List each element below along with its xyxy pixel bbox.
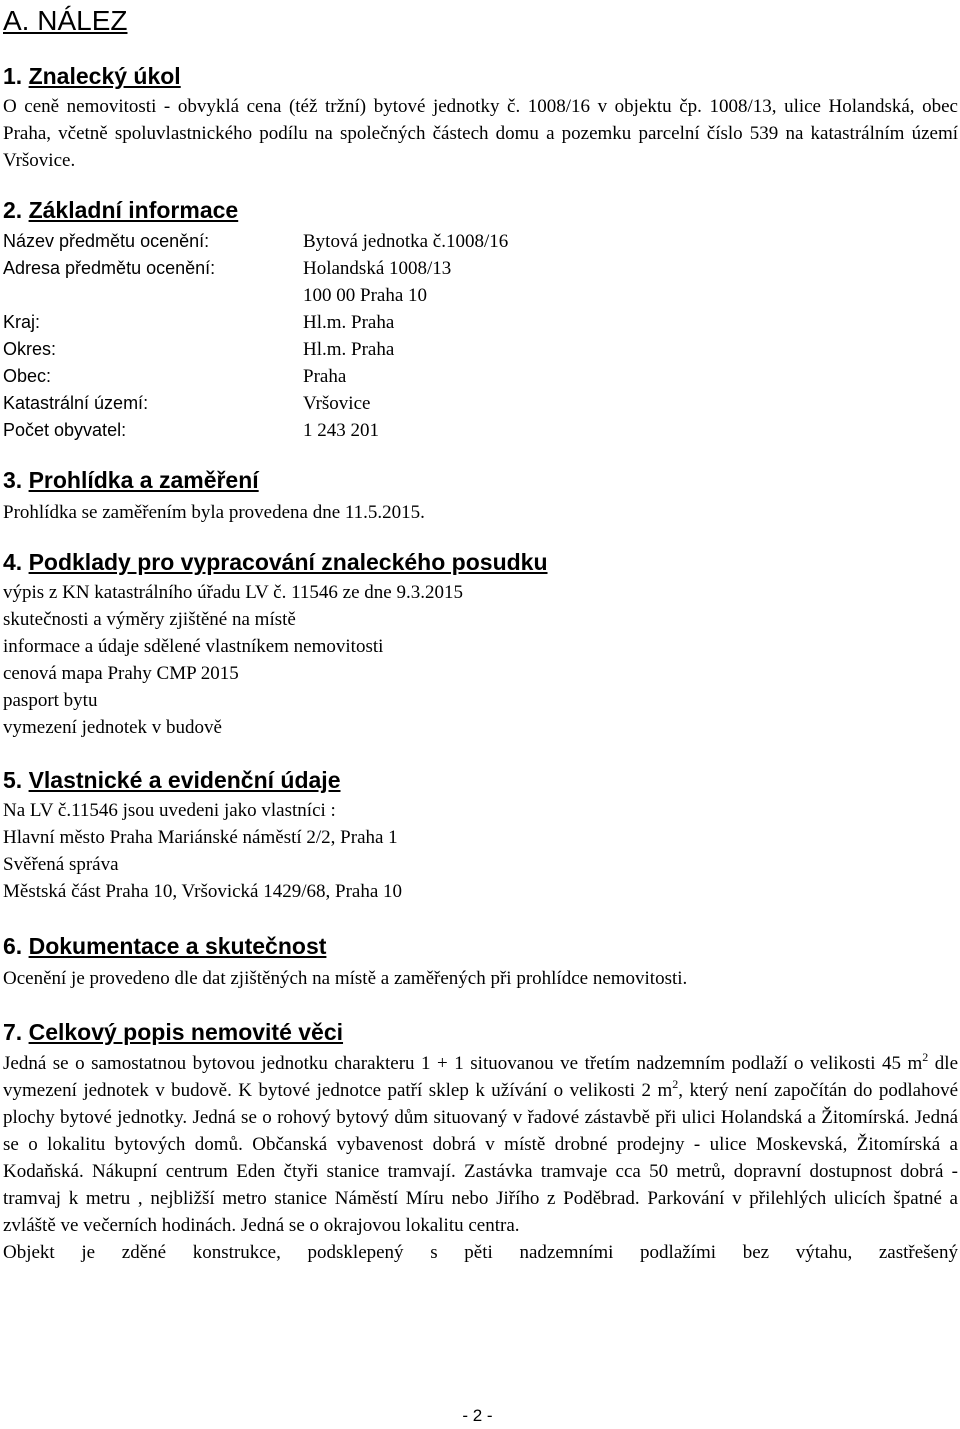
section-6-title [3,932,958,960]
superscript: 2 [922,1050,929,1064]
info-value: Vršovice [303,393,371,414]
info-value: Hl.m. Praha [303,339,395,360]
info-row [3,282,958,309]
info-row [3,255,958,282]
ownership-line: Městská část Praha 10, Vršovická 1429/68, Praha 10 [3,881,403,902]
section-7-title [3,1018,958,1046]
info-value: 100 00 Praha 10 [303,285,428,306]
section-6-number: 6. [3,933,23,959]
ownership-line: Na LV č.11546 jsou uvedeni jako vlastníci : [3,800,336,821]
section-5-title-text: Vlastnické a evidenční údaje [28,767,341,793]
list-item: informace a údaje sdělené vlastníkem nemovitosti [3,636,384,657]
section-4-title-text: Podklady pro vypracování znaleckého posudku [28,549,548,575]
section-7-number: 7. [3,1019,23,1045]
info-label: Adresa předmětu ocenění: [3,258,216,278]
section-5-title [3,766,958,794]
main-heading: A. NÁLEZ [3,5,128,36]
info-label: Okres: [3,339,57,359]
list-item: pasport bytu [3,690,98,711]
list-item: výpis z KN katastrálního úřadu LV č. 11546 ze dne 9.3.2015 [3,582,463,603]
info-label: Počet obyvatel: [3,420,127,440]
info-label: Katastrální území: [3,393,149,413]
info-label: Název předmětu ocenění: [3,231,210,251]
section-4-number: 4. [3,549,23,575]
ownership-line: Hlavní město Praha Mariánské náměstí 2/2, Praha 1 [3,827,398,848]
sources-list [3,579,958,741]
info-row [3,363,958,390]
list-item: cenová mapa Prahy CMP 2015 [3,663,239,684]
paragraph-text: dle vymezení jednotek v budově. K bytové jednotce patří sklep k užívání o velikosti 2 m [3,1053,958,1101]
paragraph-text: Jedná se o samostatnou bytovou jednotku charakteru 1 + 1 situovanou ve třetím nadzemním podlaží o velikosti 45 m [3,1053,923,1074]
section-5-number: 5. [3,767,23,793]
section-2-number: 2. [3,197,23,223]
list-item: skutečnosti a výměry zjištěné na místě [3,609,296,630]
info-row [3,309,958,336]
basic-info-table [3,228,958,444]
info-value: Holandská 1008/13 [303,258,452,279]
info-row [3,417,958,444]
paragraph-text: , který není započítán do podlahové plochy bytové jednotky. Jedná se o rohový bytový dům situovaný v řadové zástavbě při ulici Holandská a Žitomírská. Jedná se o lokalitu bytových domů. Občanská vybavenost dobrá v místě drobné prodejny - ulice Moskevská, Žitomírská a Kodaňská. Nákupní centrum Eden čtyři stanice tramvají. Zastávka tramvaje cca 50 metrů, dopravní dostupnost dobrá - tramvaj k metru , nejbližší metro stanice Náměstí Míru nebo Jiřího z Poděbrad. Parkování v přilehlých ulicích špatné a zvláště ve večerních hodinách. Jedná se o okrajovou lokalitu centra. [3,1080,959,1236]
ownership-line: Svěřená správa [3,854,119,875]
section-1-title-text: Znalecký úkol [28,63,181,89]
section-6-text: Ocenění je provedeno dle dat zjištěných na místě a zaměřených při prohlídce nemovitosti. [3,968,688,989]
section-7-paragraph-2: Objekt je zděné konstrukce, podsklepený s pěti nadzemními podlažími bez výtahu, zastřešený [3,1242,958,1263]
section-1-title [3,62,958,90]
section-3-number: 3. [3,467,23,493]
info-value: Praha [303,366,347,387]
info-value: 1 243 201 [303,420,379,441]
info-label: Obec: [3,366,52,386]
info-label [3,282,303,309]
info-row [3,390,958,417]
section-3-title-text: Prohlídka a zaměření [28,467,259,493]
section-4-title [3,548,958,576]
info-label: Kraj: [3,312,41,332]
section-3-text: Prohlídka se zaměřením byla provedena dne 11.5.2015. [3,502,425,523]
info-row [3,336,958,363]
superscript: 2 [672,1077,679,1091]
list-item: vymezení jednotek v budově [3,717,222,738]
document-page [3,0,958,1266]
info-value: Bytová jednotka č.1008/16 [303,231,509,252]
info-row [3,228,958,255]
page-number: - 2 - [462,1406,493,1425]
section-1-text: O ceně nemovitosti - obvyklá cena (též tržní) bytové jednotky č. 1008/16 v objektu čp. 1008/13, ulice Holandská, obec Praha, včetně spoluvlastnického podílu na společných částech domu a pozemku parcelní číslo 539 na katastrálním území Vršovice. [3,96,958,171]
section-2-title-text: Základní informace [28,197,239,223]
section-3-title [3,466,958,494]
section-7-paragraph-1 [3,1050,958,1239]
section-7-title-text: Celkový popis nemovité věci [28,1019,344,1045]
section-6-title-text: Dokumentace a skutečnost [28,933,327,959]
info-value: Hl.m. Praha [303,312,395,333]
section-1-number: 1. [3,63,23,89]
section-2-title [3,196,958,224]
ownership-lines [3,797,958,905]
